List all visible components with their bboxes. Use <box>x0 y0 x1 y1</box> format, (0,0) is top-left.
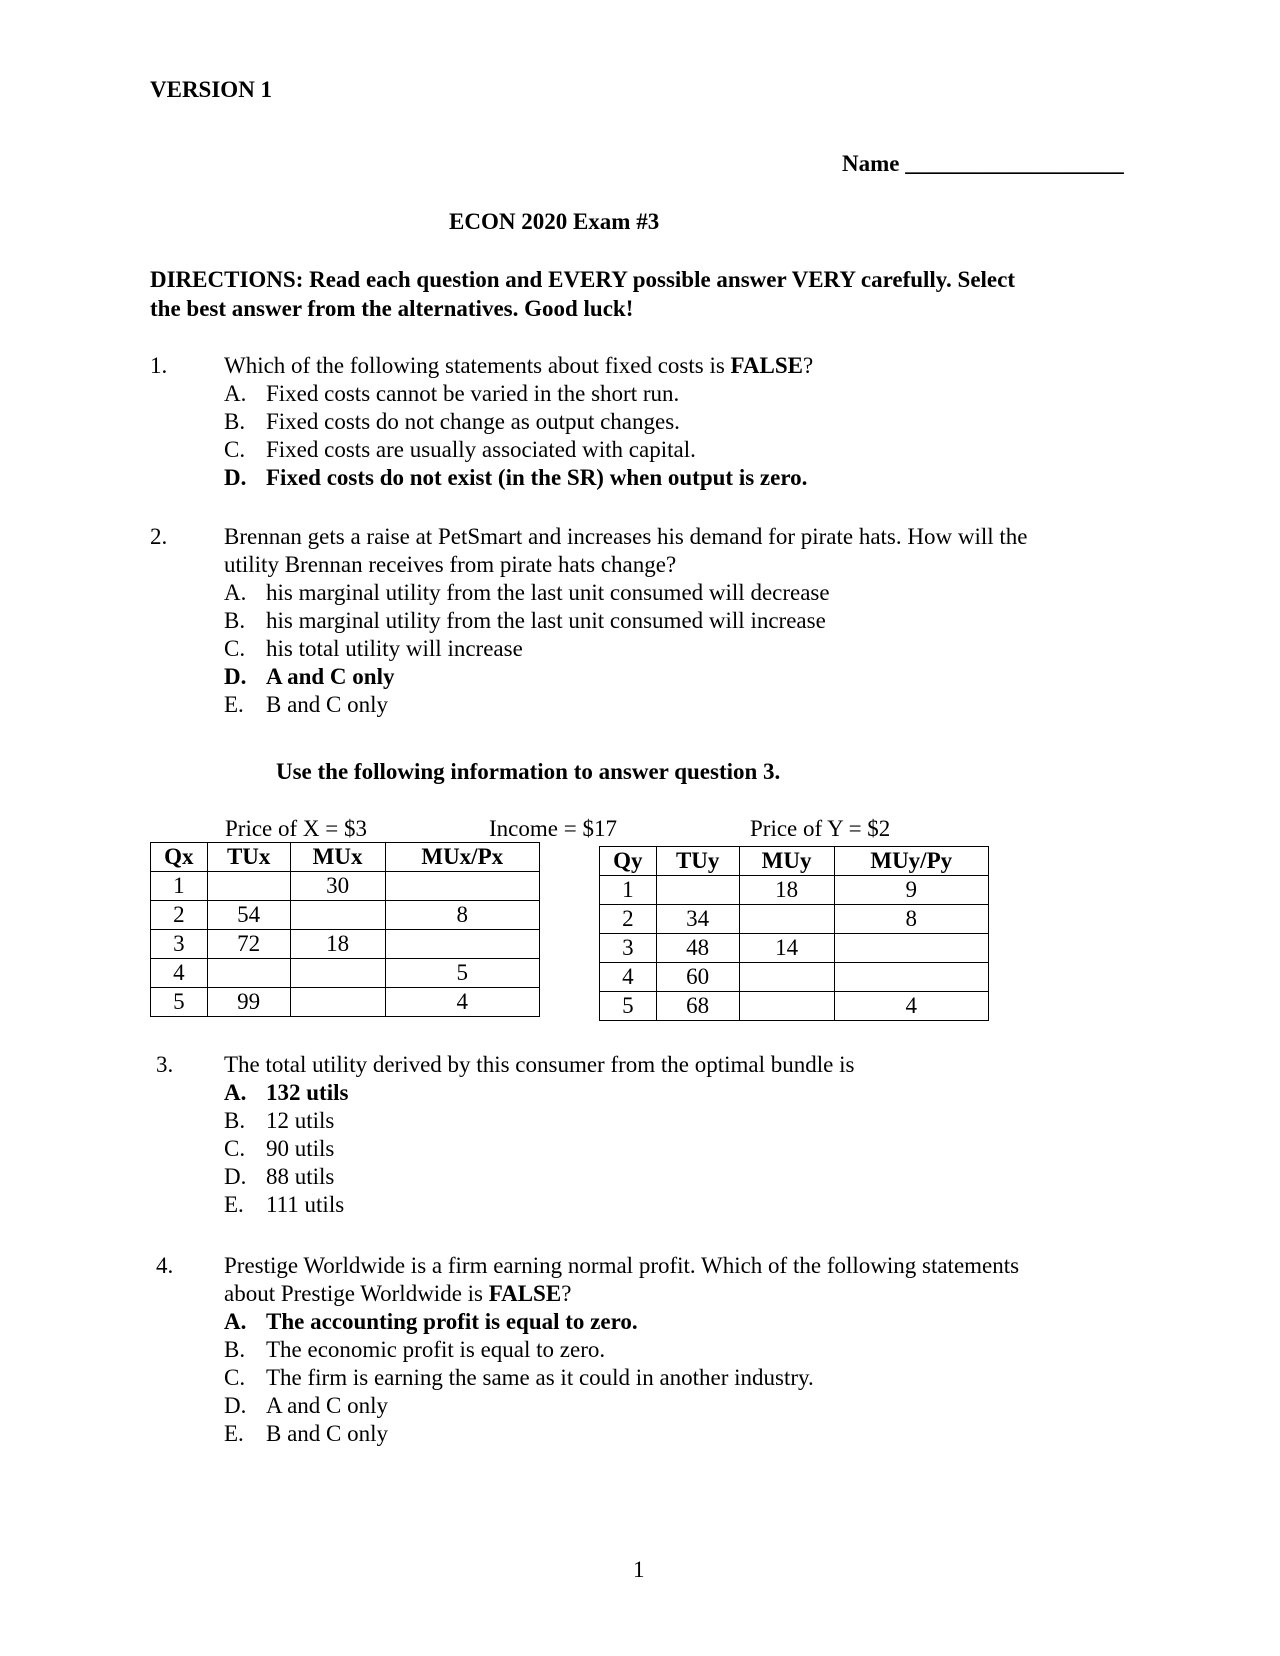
table-x-cell <box>207 959 290 988</box>
table-x-cell: 5 <box>151 988 208 1017</box>
table-x-cell <box>207 872 290 901</box>
option-letter: B. <box>224 1108 246 1133</box>
table-y-cell: 68 <box>656 992 739 1021</box>
table-y-cell: 9 <box>834 876 989 905</box>
table-x-cell <box>290 901 385 930</box>
table-x-cell: 5 <box>385 959 540 988</box>
table-y-cell: 4 <box>600 963 657 992</box>
table-x-header-cell: TUx <box>207 843 290 872</box>
option-a-correct <box>224 1079 1124 1107</box>
question-body <box>224 1051 1124 1219</box>
option-text: The accounting profit is equal to zero. <box>266 1309 638 1334</box>
table-x-row <box>151 930 540 959</box>
option-c <box>224 1135 1124 1163</box>
option-letter: E. <box>224 1192 244 1217</box>
option-a <box>224 579 1124 607</box>
option-letter: B. <box>224 608 246 633</box>
table-y-row <box>600 963 989 992</box>
table-y-header-row <box>600 847 989 876</box>
table-x-cell: 4 <box>385 988 540 1017</box>
option-letter: C. <box>224 636 246 661</box>
option-letter: A. <box>224 580 247 605</box>
table-x-cell: 2 <box>151 901 208 930</box>
table-y-cell: 48 <box>656 934 739 963</box>
table-x-cell: 99 <box>207 988 290 1017</box>
option-text: 88 utils <box>266 1164 335 1189</box>
question-stem: The total utility derived by this consumer from the optimal bundle is <box>224 1052 855 1077</box>
option-text: his marginal utility from the last unit consumed will decrease <box>266 580 830 605</box>
page-number: 1 <box>633 1557 645 1582</box>
option-letter: D. <box>224 465 247 490</box>
option-text: 90 utils <box>266 1136 335 1161</box>
question-number: 4. <box>156 1253 174 1278</box>
name-field-label: Name ___________________ <box>842 151 1124 176</box>
question-body <box>224 352 1124 492</box>
option-letter: A. <box>224 381 247 406</box>
price-y-label: Price of Y = $2 <box>750 816 891 841</box>
question-stem-line-1: Brennan gets a raise at PetSmart and increases his demand for pirate hats. How will the <box>224 524 1028 549</box>
option-text: B and C only <box>266 692 389 717</box>
table-x-cell: 18 <box>290 930 385 959</box>
table-y-cell: 60 <box>656 963 739 992</box>
table-y-cell: 8 <box>834 905 989 934</box>
option-letter: B. <box>224 1337 246 1362</box>
stem-text: about Prestige Worldwide is <box>224 1281 489 1306</box>
option-a-correct <box>224 1308 1124 1336</box>
stem-emphasis: FALSE <box>730 353 803 378</box>
table-y-row <box>600 876 989 905</box>
directions-line-2: the best answer from the alternatives. Good luck! <box>150 296 634 321</box>
option-e <box>224 1420 1124 1448</box>
stem-text: Which of the following statements about fixed costs is <box>224 353 731 378</box>
price-x-label: Price of X = $3 <box>225 816 367 841</box>
option-text: B and C only <box>266 1421 389 1446</box>
option-text: 132 utils <box>266 1080 349 1105</box>
option-letter: E. <box>224 692 244 717</box>
option-text: A and C only <box>266 664 395 689</box>
version-label: VERSION 1 <box>150 77 273 102</box>
stem-text-end: ? <box>802 353 814 378</box>
table-y-cell: 14 <box>739 934 834 963</box>
question-number: 1. <box>150 353 168 378</box>
table-y-row <box>600 905 989 934</box>
exam-title: ECON 2020 Exam #3 <box>449 209 660 234</box>
table-y-cell <box>739 963 834 992</box>
table-y-cell <box>739 992 834 1021</box>
option-d-correct <box>224 464 1124 492</box>
stem-text-end: ? <box>561 1281 572 1306</box>
option-letter: D. <box>224 1164 247 1189</box>
option-c <box>224 436 1124 464</box>
option-d-correct <box>224 663 1124 691</box>
table-x-cell <box>385 930 540 959</box>
question-stem-line-1: Prestige Worldwide is a firm earning normal profit. Which of the following statements <box>224 1253 1020 1278</box>
table-x-header-cell: MUx/Px <box>385 843 540 872</box>
table-y-cell <box>656 876 739 905</box>
option-letter: A. <box>224 1080 247 1105</box>
table-y-cell: 34 <box>656 905 739 934</box>
option-letter: C. <box>224 1136 246 1161</box>
option-c <box>224 635 1124 663</box>
table-y-cell: 18 <box>739 876 834 905</box>
stem-emphasis: FALSE <box>488 1281 562 1306</box>
table-y-cell <box>834 963 989 992</box>
table-y-row <box>600 934 989 963</box>
option-b <box>224 1336 1124 1364</box>
table-y-cell: 3 <box>600 934 657 963</box>
table-x-cell: 54 <box>207 901 290 930</box>
option-text: Fixed costs do not exist (in the SR) when output is zero. <box>266 465 808 490</box>
income-label: Income = $17 <box>489 816 617 841</box>
table-x-header-cell: MUx <box>290 843 385 872</box>
option-e <box>224 691 1124 719</box>
info-heading: Use the following information to answer question 3. <box>276 759 781 784</box>
table-y-cell <box>739 905 834 934</box>
option-c <box>224 1364 1124 1392</box>
table-x <box>150 842 540 1017</box>
question-body <box>224 1252 1124 1448</box>
table-y-header-cell: MUy/Py <box>834 847 989 876</box>
option-text: 12 utils <box>266 1108 335 1133</box>
table-y-cell: 4 <box>834 992 989 1021</box>
option-text: The economic profit is equal to zero. <box>266 1337 606 1362</box>
table-x-header-row <box>151 843 540 872</box>
table-x-cell <box>290 959 385 988</box>
question-stem-line-2: utility Brennan receives from pirate hats change? <box>224 552 677 577</box>
option-e <box>224 1191 1124 1219</box>
option-text: A and C only <box>266 1393 389 1418</box>
table-x-cell: 72 <box>207 930 290 959</box>
option-text: his total utility will increase <box>266 636 523 661</box>
table-x-row <box>151 872 540 901</box>
table-x-row <box>151 959 540 988</box>
option-text: his marginal utility from the last unit consumed will increase <box>266 608 826 633</box>
table-y-row <box>600 992 989 1021</box>
option-text: The firm is earning the same as it could in another industry. <box>266 1365 814 1390</box>
table-y <box>599 846 989 1021</box>
question-number: 2. <box>150 524 168 549</box>
option-text: Fixed costs do not change as output changes. <box>266 409 680 434</box>
option-letter: C. <box>224 437 246 462</box>
table-x-cell: 3 <box>151 930 208 959</box>
table-y-header-cell: Qy <box>600 847 657 876</box>
question-body <box>224 523 1124 719</box>
option-text: Fixed costs cannot be varied in the short run. <box>266 381 680 406</box>
table-x-cell: 30 <box>290 872 385 901</box>
question-stem <box>224 352 1124 380</box>
table-x-cell <box>385 872 540 901</box>
option-letter: D. <box>224 1393 247 1418</box>
table-y-cell: 1 <box>600 876 657 905</box>
option-letter: C. <box>224 1365 246 1390</box>
table-x-cell <box>290 988 385 1017</box>
table-y-cell: 5 <box>600 992 657 1021</box>
option-letter: A. <box>224 1309 247 1334</box>
table-x-row <box>151 988 540 1017</box>
option-b <box>224 607 1124 635</box>
table-x-cell: 4 <box>151 959 208 988</box>
table-y-cell: 2 <box>600 905 657 934</box>
table-y-header-cell: MUy <box>739 847 834 876</box>
table-y-cell <box>834 934 989 963</box>
question-number: 3. <box>156 1052 174 1077</box>
option-text: 111 utils <box>266 1192 345 1217</box>
table-x-row <box>151 901 540 930</box>
option-d <box>224 1392 1124 1420</box>
option-text: Fixed costs are usually associated with capital. <box>266 437 696 462</box>
option-d <box>224 1163 1124 1191</box>
table-y-header-cell: TUy <box>656 847 739 876</box>
directions-line-1: DIRECTIONS: Read each question and EVERY possible answer VERY carefully. Select <box>150 267 1016 292</box>
option-letter: B. <box>224 409 246 434</box>
option-a <box>224 380 1124 408</box>
table-x-cell: 8 <box>385 901 540 930</box>
option-letter: D. <box>224 664 247 689</box>
table-x-cell: 1 <box>151 872 208 901</box>
option-letter: E. <box>224 1421 244 1446</box>
table-x-header-cell: Qx <box>151 843 208 872</box>
option-b <box>224 408 1124 436</box>
option-b <box>224 1107 1124 1135</box>
question-stem-line-2 <box>224 1280 1124 1308</box>
